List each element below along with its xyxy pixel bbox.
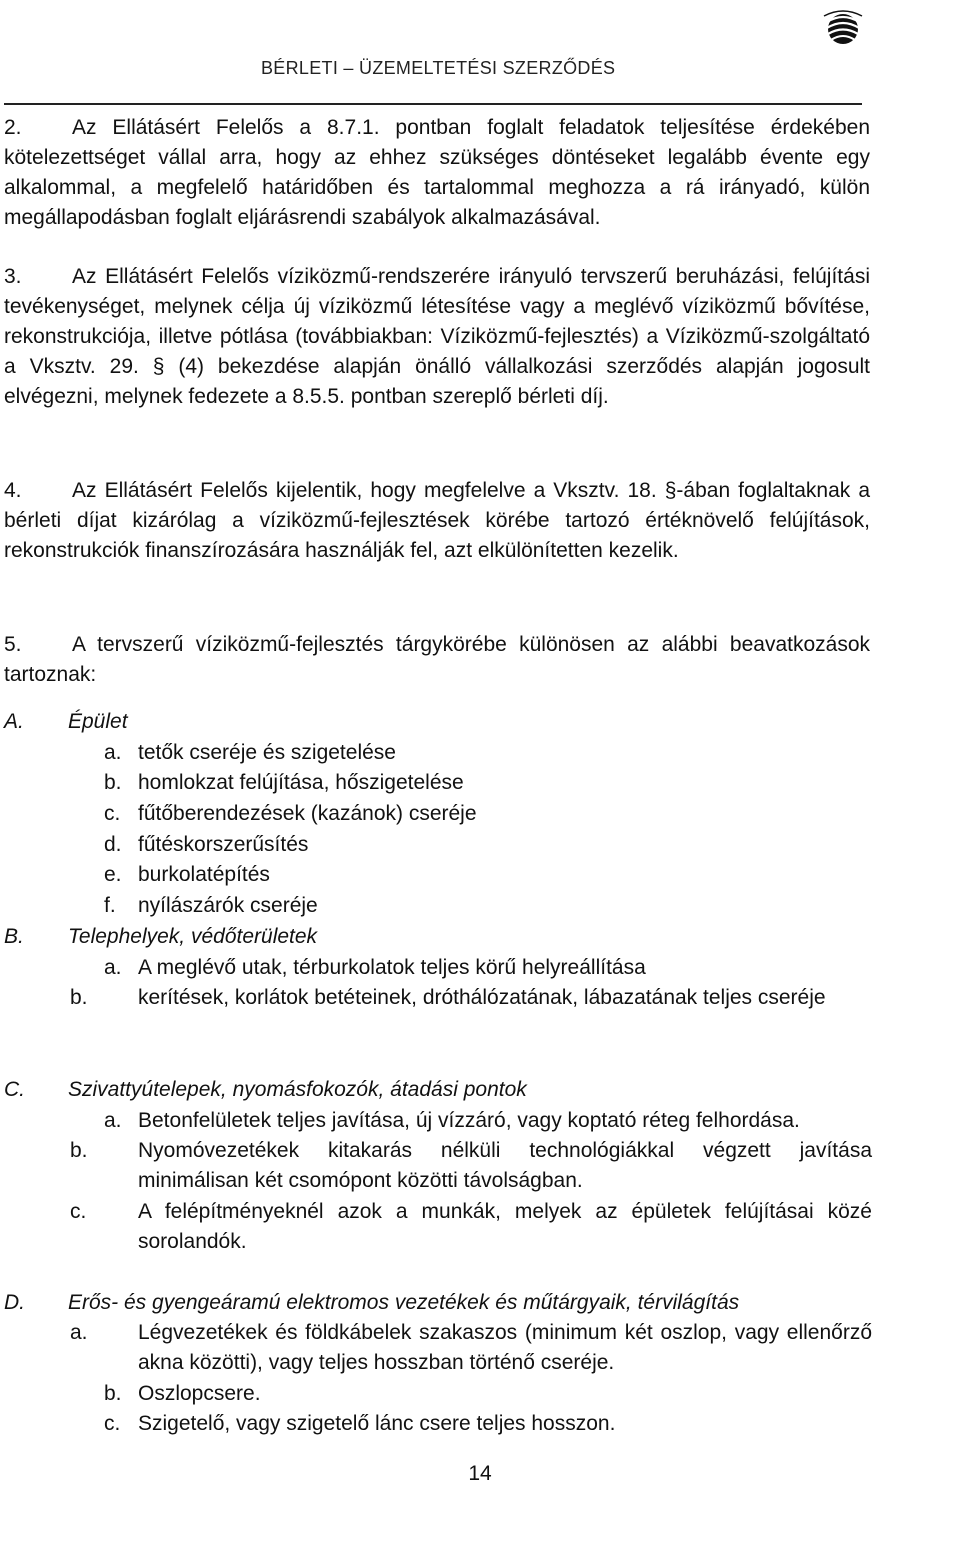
item-text: kerítések, korlátok betéteinek, dróthálózatának, lábazatának teljes cseréje (138, 986, 826, 1009)
item-letter: c. (70, 1200, 87, 1223)
paragraph-number: 2. (4, 116, 22, 139)
item-letter: a. (104, 1109, 122, 1132)
paragraph-text: Az Ellátásért Felelős víziközmű-rendszerére irányuló tervszerű beruházási, felújítási tevékenységet, melynek célja új víziközmű létesítése vagy a meglévő víziközmű bővítése, rekonstrukciója, illetve pótlása (továbbiakban: Víziközmű-fejlesztés) a Víziközmű-szolgáltató a Vksztv. 29. § (4) bekezdése alapján önálló vállalkozási szerződés alapján jogosult elvégezni, melynek fedezete a 8.5.5. pontban szereplő bérleti díj. (4, 265, 870, 408)
item-letter: b. (70, 986, 88, 1009)
section-c-heading (4, 1075, 527, 1105)
section-letter: A. (4, 710, 24, 733)
paragraph-text: Az Ellátásért Felelős a 8.7.1. pontban foglalt feladatok teljesítése érdekében kötelezettséget vállal arra, hogy az ehhez szükséges döntéseket legalább évente egy alkalommal, a megfelelő határidőben és tartalommal meghozza a rá irányadó, külön megállapodásban foglalt eljárásrendi szabályok alkalmazásával. (4, 116, 870, 229)
paragraph-2 (4, 113, 870, 233)
page-number: 14 (468, 1462, 492, 1485)
item-text: Nyomóvezetékek kitakarás nélküli technológiákkal végzett javítása minimálisan két csomópont közötti távolságban. (138, 1139, 872, 1192)
item-text: fűtőberendezések (kazánok) cseréje (138, 802, 477, 825)
list-item (104, 1379, 872, 1409)
item-letter: d. (104, 833, 122, 856)
item-letter: f. (104, 894, 116, 917)
item-text: tetők cseréje és szigetelése (138, 741, 396, 764)
list-item (104, 1409, 872, 1439)
item-letter: c. (104, 1412, 121, 1435)
section-letter: C. (4, 1078, 25, 1101)
section-title: Szivattyútelepek, nyomásfokozók, átadási pontok (68, 1078, 527, 1101)
list-item (104, 799, 872, 829)
section-title: Épület (68, 710, 128, 733)
paragraph-number: 4. (4, 479, 22, 502)
list-item (104, 860, 872, 890)
item-text: nyílászárók cseréje (138, 894, 318, 917)
paragraph-number: 5. (4, 633, 22, 656)
paragraph-3 (4, 262, 870, 412)
list-item (104, 768, 872, 798)
company-logo-icon (818, 4, 868, 54)
header-divider (4, 103, 862, 105)
item-letter: b. (104, 771, 122, 794)
item-letter: a. (104, 741, 122, 764)
item-letter: c. (104, 802, 121, 825)
list-item (70, 1318, 872, 1378)
item-letter: e. (104, 863, 122, 886)
item-text: homlokzat felújítása, hőszigetelése (138, 771, 464, 794)
list-item (70, 1136, 872, 1196)
section-title: Erős- és gyengeáramú elektromos vezetékek és műtárgyaik, térvilágítás (68, 1291, 740, 1314)
paragraph-5 (4, 630, 870, 690)
list-item (104, 953, 872, 983)
paragraph-text: A tervszerű víziközmű-fejlesztés tárgykörébe különösen az alábbi beavatkozások tartoznak: (4, 633, 870, 686)
item-letter: a. (70, 1321, 88, 1344)
list-item (104, 891, 872, 921)
section-b-heading (4, 922, 317, 952)
list-item (70, 1197, 872, 1257)
section-a-heading (4, 707, 128, 737)
paragraph-4 (4, 476, 870, 566)
section-title: Telephelyek, védőterületek (68, 925, 318, 948)
list-item (70, 983, 872, 1013)
section-letter: B. (4, 925, 24, 948)
paragraph-text: Az Ellátásért Felelős kijelentik, hogy megfelelve a Vksztv. 18. §-ában foglaltaknak a bérleti díjat kizárólag a víziközmű-fejlesztések körébe tartozó értéknövelő felújítások, rekonstrukciók finanszírozására használják fel, azt elkülönítetten kezelik. (4, 479, 870, 562)
paragraph-number: 3. (4, 265, 22, 288)
section-letter: D. (4, 1291, 25, 1314)
item-text: A meglévő utak, térburkolatok teljes körű helyreállítása (138, 956, 646, 979)
item-text: A felépítményeknél azok a munkák, melyek az épületek felújításai közé sorolandók. (138, 1200, 872, 1253)
item-text: fűtéskorszerűsítés (138, 833, 309, 856)
item-letter: a. (104, 956, 122, 979)
item-text: burkolatépítés (138, 863, 270, 886)
list-item (104, 738, 872, 768)
document-header-title: BÉRLETI – ÜZEMELTETÉSI SZERZŐDÉS (261, 58, 616, 78)
list-item (104, 830, 872, 860)
section-d-heading (4, 1288, 739, 1318)
item-text: Légvezetékek és földkábelek szakaszos (minimum két oszlop, vagy ellenőrző akna közötti), vagy teljes hosszban történő cseréje. (138, 1321, 872, 1374)
item-text: Oszlopcsere. (138, 1382, 261, 1405)
item-text: Betonfelületek teljes javítása, új vízzáró, vagy koptató réteg felhordása. (138, 1109, 800, 1132)
list-item (104, 1106, 872, 1136)
item-text: Szigetelő, vagy szigetelő lánc csere teljes hosszon. (138, 1412, 616, 1435)
item-letter: b. (70, 1139, 88, 1162)
item-letter: b. (104, 1382, 122, 1405)
